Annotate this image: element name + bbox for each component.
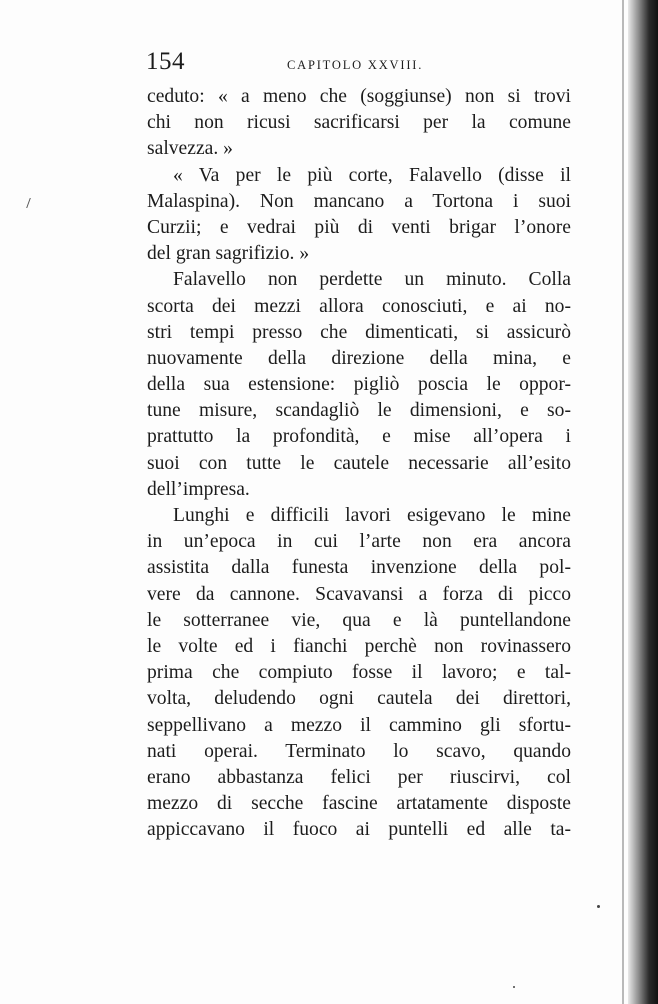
text-line: volta, deludendo ogni cautela dei direttori, [147, 688, 571, 710]
page-header [146, 48, 566, 88]
text-line: stri tempi presso che dimenticati, si assicurò [147, 321, 571, 343]
paper-speck [513, 986, 515, 988]
text-line: Falavello non perdette un minuto. Colla [173, 269, 571, 291]
text-line: prima che compiuto fosse il lavoro; e tal- [147, 662, 571, 684]
page-gutter-line [622, 0, 624, 1004]
text-line: del gran sagrifizio. » [147, 243, 310, 265]
running-title: CAPITOLO XXVIII. [287, 58, 424, 72]
text-line: ceduto: « a meno che (soggiunse) non si trovi [147, 86, 571, 107]
text-line: erano abbastanza felici per riuscirvi, col [147, 766, 571, 788]
book-binding-edge [628, 0, 658, 1004]
text-line: seppellivano a mezzo il cammino gli sfortu- [147, 714, 571, 736]
text-line: Lunghi e difficili lavori esigevano le mine [173, 505, 571, 526]
text-line: Curzii; e vedrai più di venti brigar l’onore [147, 216, 571, 238]
text-line: suoi con tutte le cautele necessarie all’esito [147, 452, 571, 474]
text-line: assistita dalla funesta invenzione della pol- [147, 557, 571, 579]
text-line: mezzo di secche fascine artatamente disposte [147, 793, 571, 815]
text-line: in un’epoca in cui l’arte non era ancora [147, 531, 571, 553]
text-line: appiccavano il fuoco ai puntelli ed alle ta- [147, 819, 571, 841]
text-line: nati operai. Terminato lo scavo, quando [147, 740, 571, 762]
text-line: vere da cannone. Scavavansi a forza di picco [147, 583, 571, 605]
text-line: salvezza. » [147, 138, 233, 160]
text-line: « Va per le più corte, Falavello (disse il [173, 164, 571, 186]
text-line: prattutto la profondità, e mise all’opera i [147, 426, 571, 448]
text-line: le volte ed i fianchi perchè non rovinassero [147, 635, 571, 657]
text-line: tune misure, scandagliò le dimensioni, e so- [147, 400, 571, 422]
margin-mark [26, 198, 37, 208]
text-line: dell’impresa. [147, 478, 250, 500]
text-line: nuovamente della direzione della mina, e [147, 347, 571, 369]
text-line: chi non ricusi sacrificarsi per la comune [147, 112, 571, 134]
text-line: della sua estensione: pigliò poscia le oppor- [147, 374, 571, 396]
body-text [147, 84, 571, 843]
text-line: Malaspina). Non mancano a Tortona i suoi [147, 190, 571, 212]
page-number: 154 [146, 48, 185, 75]
text-line: le sotterranee vie, qua e là puntellandone [147, 609, 571, 631]
text-line: scorta dei mezzi allora conosciuti, e ai no- [147, 295, 571, 317]
paper-speck [597, 905, 600, 908]
